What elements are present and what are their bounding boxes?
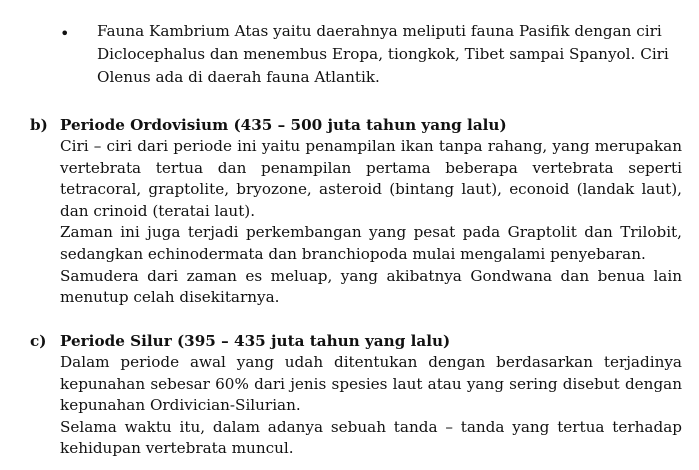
paragraph: Selama waktu itu, dalam adanya sebuah tanda – tanda yang tertua terhadap kehidupan vertebrata muncul. — [60, 417, 682, 458]
bullet-text: Fauna Kambrium Atas yaitu daerahnya meliputi fauna Pasifik dengan ciri Diclocephalus dan menembus Eropa, tiongkok, Tibet sampai Spanyol. Ciri Olenus ada di daerah fauna Atlantik. — [97, 22, 669, 86]
bullet-item — [60, 20, 690, 89]
section-heading — [30, 114, 682, 136]
paragraph: Zaman ini juga terjadi perkembangan yang pesat pada Graptolit dan Trilobit, sedangkan echinodermata dan branchiopoda mulai mengalami penyebaran. — [60, 223, 682, 263]
paragraph: Dalam periode awal yang udah ditentukan dengan berdasarkan terjadinya kepunahan sebesar 60% dari jenis spesies laut atau yang sering disebut dengan kepunahan Ordivician-Silurian. — [60, 353, 682, 415]
section-title: Periode Silur (395 – 435 juta tahun yang lalu) — [60, 332, 451, 350]
section-ordovisium — [30, 114, 682, 309]
section-body — [60, 136, 682, 309]
section-silur — [30, 330, 682, 460]
section-letter: c) — [30, 332, 47, 350]
section-title: Periode Ordovisium (435 – 500 juta tahun yang lalu) — [60, 116, 507, 134]
section-body — [60, 352, 682, 460]
paragraph: Samudera dari zaman es meluap, yang akibatnya Gondwana dan benua lain menutup celah disekitarnya. — [60, 266, 682, 307]
bullet-marker: • — [60, 24, 70, 43]
paragraph: Ciri – ciri dari periode ini yaitu penampilan ikan tanpa rahang, yang merupakan vertebrata tertua dan penampilan pertama beberapa vertebrata seperti tetracoral, graptolite, bryozone, asteroid (bintang laut), econoid (landak laut), dan crinoid (teratai laut). — [60, 137, 682, 220]
section-letter: b) — [30, 116, 48, 134]
section-heading — [30, 330, 682, 352]
